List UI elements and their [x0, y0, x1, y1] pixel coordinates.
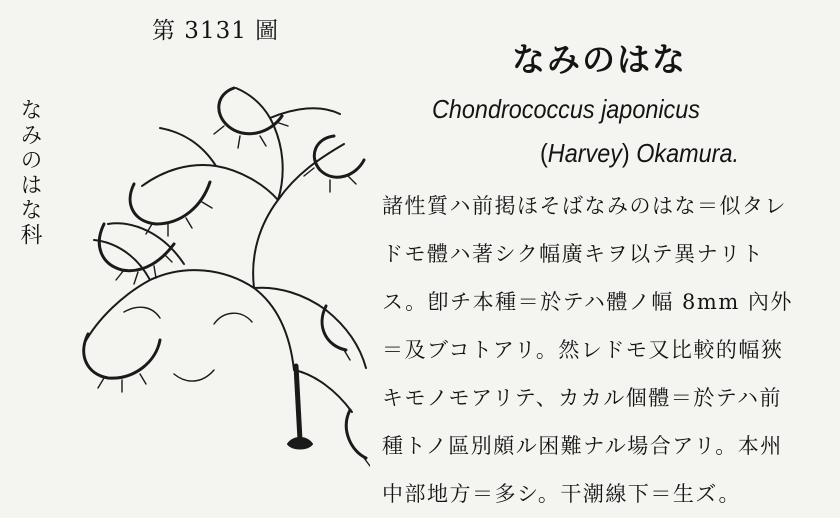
description-line-1: 諸性質ハ前掲ほそばなみのはな＝似タレ: [382, 194, 787, 218]
description-line-5: キモノモアリテ、カカル個體＝於テハ前: [382, 386, 782, 410]
description-line-2: ドモ體ハ著シク幅廣キヲ以テ異ナリト: [382, 242, 765, 266]
author-2: Okamura.: [629, 138, 739, 168]
family-name: なみのはな科: [17, 98, 42, 248]
description-line-4: ＝及ブコトアリ。然レドモ又比較的幅狹: [382, 338, 784, 362]
scientific-name: Chondrococcus japonicus: [432, 94, 700, 124]
japanese-name: なみのはな: [512, 40, 687, 79]
description-line-3: ス。卽チ本種＝於テハ體ノ幅 8mm 內外: [382, 290, 793, 314]
description: [382, 182, 830, 518]
seaweed-illustration-icon: [64, 74, 370, 490]
description-line-6: 種トノ區別頗ル困難ナル場合アリ。本州: [382, 434, 783, 458]
author-1: Harvey: [547, 138, 622, 168]
author-citation: (Harvey) Okamura.: [540, 138, 739, 168]
description-line-7: 中部地方＝多シ。干潮線下＝生ズ。: [382, 482, 741, 506]
figure-number: 第 3131 圖: [152, 18, 280, 44]
